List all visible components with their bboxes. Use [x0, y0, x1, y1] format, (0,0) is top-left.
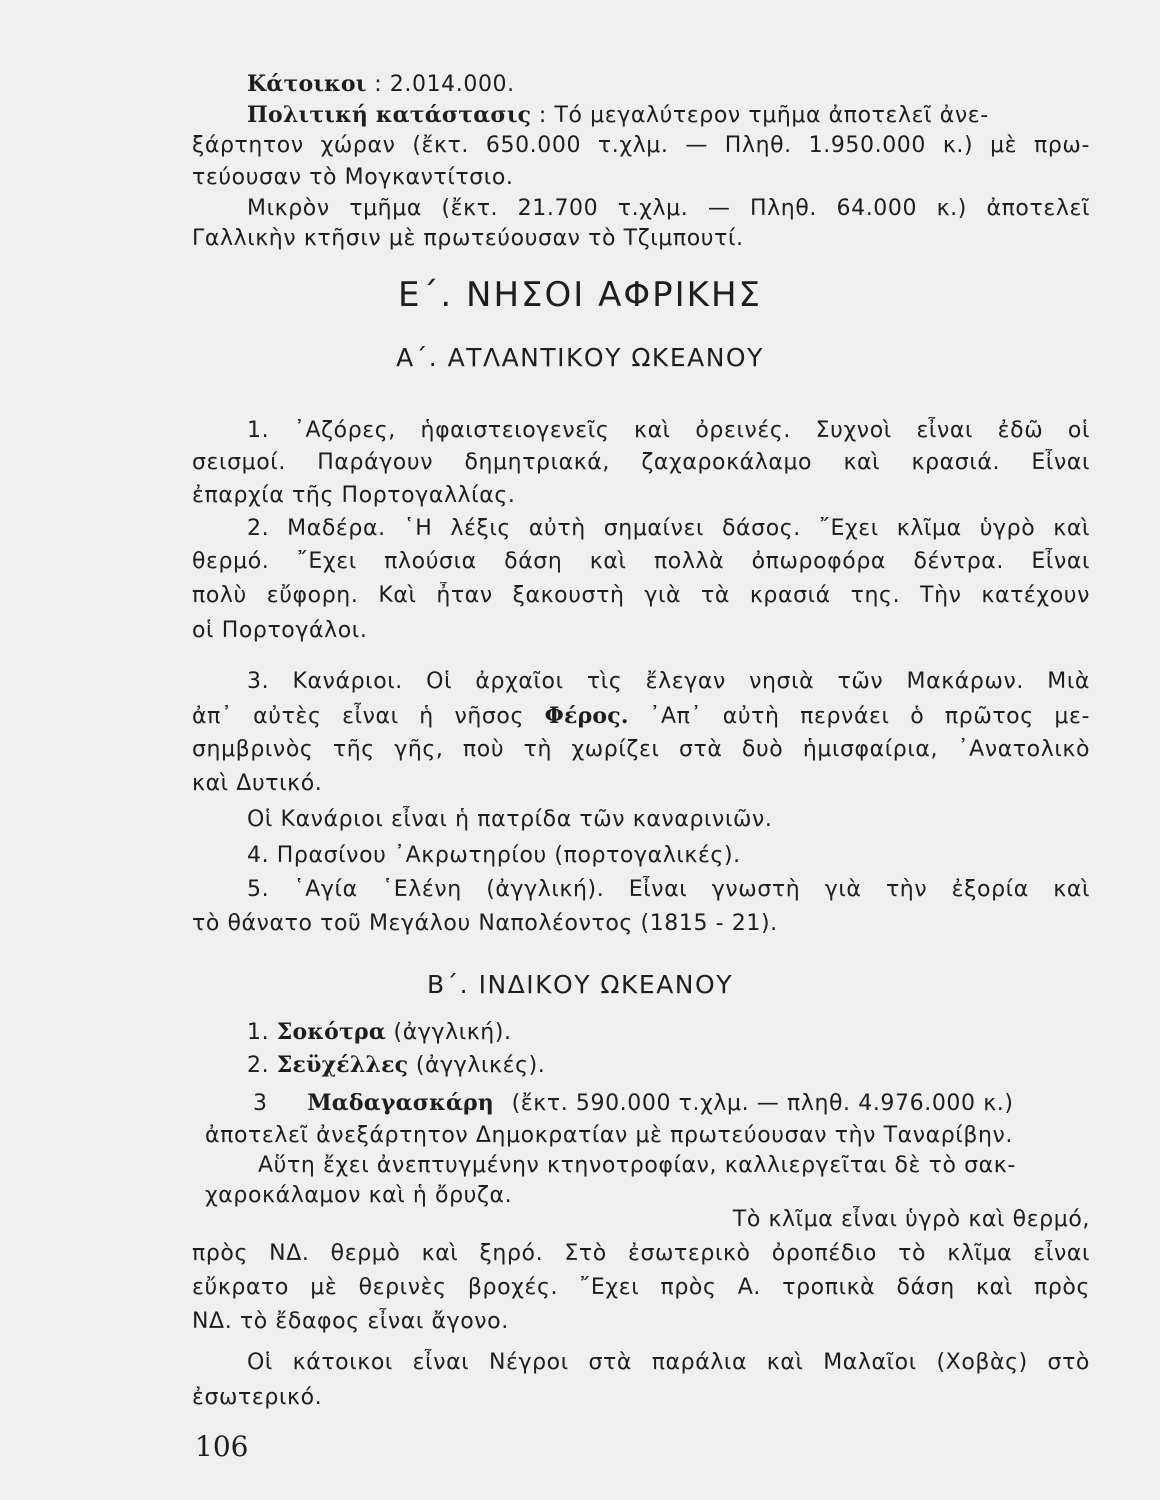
feros-island: Φέρος. — [544, 703, 629, 729]
politics-text-1: : Τό μεγαλύτερον τμῆμα ἀποτελεῖ ἀνε- — [538, 103, 989, 128]
madagascar-line-8: Οἱ κάτοικοι εἶναι Νέγροι στὰ παράλια καὶ Μαλαῖοι (Χοβὰς) στὸ — [247, 1350, 1090, 1375]
small-part-line-1: Μικρὸν τμῆμα (ἔκτ. 21.700 τ.χλμ. — Πληθ. 64.000 κ.) ἀποτελεῖ — [247, 196, 1090, 221]
atlantic-line-12: Οἱ Κανάριοι εἶναι ἡ πατρίδα τῶν καναρινιῶν. — [247, 807, 773, 832]
indian-item-1 — [247, 1018, 1090, 1047]
indian-item-1-rest: (ἀγγλική). — [393, 1020, 512, 1045]
indian-item-2 — [247, 1051, 1090, 1080]
inhabitants-value: : 2.014.000. — [374, 72, 515, 97]
indian-item-3-rest: (ἔκτ. 590.000 τ.χλμ. — πληθ. 4.976.000 κ.) — [511, 1091, 1014, 1116]
indian-item-3 — [253, 1089, 1090, 1118]
indian-item-2-rest: (ἀγγλικές). — [415, 1053, 546, 1078]
madagascar-line-5: πρὸς ΝΔ. θερμὸ καὶ ξηρό. Στὸ ἐσωτερικὸ ὀροπέδιο τὸ κλῖμα εἶναι — [192, 1241, 1090, 1266]
atlantic-line-7: οἱ Πορτογάλοι. — [192, 618, 368, 643]
atlantic-line-1: 1. ᾿Αζόρες, ἡφαιστειογενεῖς καὶ ὀρεινές. Συχνοὶ εἶναι ἐδῶ οἱ — [247, 418, 1090, 443]
inhabitants-line — [247, 70, 1090, 99]
politics-text-2: ξάρτητον χώραν (ἔκτ. 650.000 τ.χλμ. — Πληθ. 1.950.000 κ.) μὲ πρω- — [192, 133, 1090, 158]
atlantic-line-9 — [192, 702, 1090, 731]
madagascar-name: Μαδαγασκάρη — [307, 1090, 495, 1116]
madagascar-line-1: ἀποτελεῖ ἀνεξάρτητον Δημοκρατίαν μὲ πρωτεύουσαν τὴν Ταναρίβην. — [205, 1123, 1014, 1148]
atlantic-line-13: 4. Πρασίνου ᾿Ακρωτηρίου (πορτογαλικές). — [247, 843, 741, 868]
atlantic-line-2: σεισμοί. Παράγουν δημητριακά, ζαχαροκάλαμο καὶ κρασιά. Εἶναι — [192, 450, 1090, 475]
chapter-title: Ε΄. ΝΗΣΟΙ ΑΦΡΙΚΗΣ — [397, 275, 763, 315]
atlantic-line-9-c: ᾿Απ᾿ αὐτὴ περνάει ὁ πρῶτος με- — [649, 704, 1090, 729]
madagascar-line-3: χαροκάλαμον καὶ ἡ ὄρυζα. — [205, 1183, 513, 1208]
atlantic-line-8: 3. Κανάριοι. Οἱ ἀρχαῖοι τὶς ἔλεγαν νησιὰ τῶν Μακάρων. Μιὰ — [247, 669, 1090, 694]
politics-line — [247, 101, 1090, 130]
indian-item-1-number: 1. — [247, 1020, 270, 1045]
politics-label: Πολιτική κατάστασις — [247, 102, 532, 128]
atlantic-heading: Α΄. ΑΤΛΑΝΤΙΚΟΥ ΩΚΕΑΝΟΥ — [396, 343, 764, 372]
madagascar-line-4: Τὸ κλῖμα εἶναι ὑγρὸ καὶ θερμό, — [732, 1207, 1090, 1232]
atlantic-line-10: σημβρινὸς τῆς γῆς, ποὺ τὴ χωρίζει στὰ δυὸ ἡμισφαίρια, ᾿Ανατολικὸ — [192, 737, 1090, 762]
atlantic-line-9-a: ἀπ᾿ αὐτὲς εἶναι ἡ νῆσος — [192, 704, 524, 729]
inhabitants-label: Κάτοικοι — [247, 71, 367, 97]
atlantic-line-5: θερμό. ῎Εχει πλούσια δάση καὶ πολλὰ ὀπωροφόρα δέντρα. Εἶναι — [192, 549, 1090, 574]
madagascar-line-2: Αὕτη ἔχει ἀνεπτυγμένην κτηνοτροφίαν, καλλιεργεῖται δὲ τὸ σακ- — [258, 1153, 1016, 1178]
atlantic-line-11: καὶ Δυτικό. — [192, 771, 323, 796]
indian-item-3-number: 3 — [253, 1091, 268, 1116]
socotra-name: Σοκότρα — [276, 1019, 386, 1045]
seychelles-name: Σεϋχέλλες — [276, 1052, 409, 1078]
indian-heading: Β΄. ΙΝΔΙΚΟΥ ΩΚΕΑΝΟΥ — [427, 970, 733, 999]
page-number: 106 — [195, 1430, 249, 1463]
small-part-line-2: Γαλλικὴν κτῆσιν μὲ πρωτεύουσαν τὸ Τζιμπουτί. — [192, 226, 744, 251]
indian-item-2-number: 2. — [247, 1053, 270, 1078]
madagascar-line-9: ἐσωτερικό. — [192, 1385, 323, 1410]
atlantic-line-15: τὸ θάνατο τοῦ Μεγάλου Ναπολέοντος (1815 - 21). — [192, 911, 778, 936]
madagascar-line-6: εὔκρατο μὲ θερινὲς βροχές. ῎Εχει πρὸς Α. τροπικὰ δάση καὶ πρὸς — [192, 1275, 1090, 1300]
atlantic-line-4: 2. Μαδέρα. ῾Η λέξις αὐτὴ σημαίνει δάσος. ῎Εχει κλῖμα ὑγρὸ καὶ — [247, 516, 1090, 541]
madagascar-line-7: ΝΔ. τὸ ἔδαφος εἶναι ἄγονο. — [192, 1309, 509, 1334]
politics-text-3: τεύουσαν τὸ Μογκαντίτσιο. — [192, 165, 514, 190]
atlantic-line-3: ἐπαρχία τῆς Πορτογαλλίας. — [192, 483, 516, 508]
atlantic-line-14: 5. ῾Αγία ῾Ελένη (ἀγγλική). Εἶναι γνωστὴ γιὰ τὴν ἐξορία καὶ — [247, 877, 1090, 902]
atlantic-line-6: πολὺ εὔφορη. Καὶ ἦταν ξακουστὴ γιὰ τὰ κρασιά της. Τὴν κατέχουν — [192, 583, 1090, 608]
